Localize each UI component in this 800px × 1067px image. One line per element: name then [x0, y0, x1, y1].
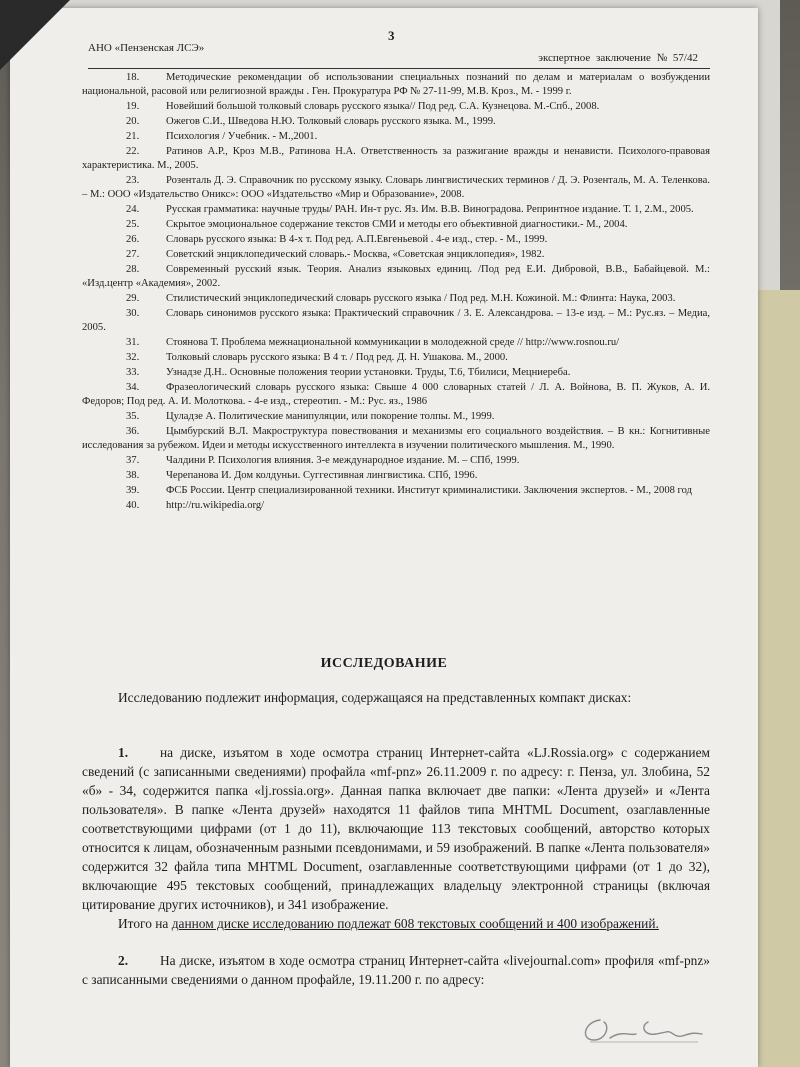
header-organization: АНО «Пензенская ЛСЭ» — [88, 42, 205, 54]
item-2-text: На диске, изъятом в ходе осмотра страниц Интернет-сайта «livejournal.com» профиля «mf-pnz» с записанными сведениями о данном профайле, 19.11.200 г. по адресу: — [82, 953, 710, 987]
reference-text: Розенталь Д. Э. Справочник по русскому языку. Словарь лингвистических терминов / Д. Э. Розенталь, М. А. Теленкова. – М.: ООО «Издательство Оникс»: ООО «Издательство «Мир и Образование», 2008. — [82, 175, 710, 200]
reference-number: 32. — [126, 352, 140, 363]
reference-item — [82, 174, 710, 202]
reference-number: 19. — [126, 101, 140, 112]
item-1-text: на диске, изъятом в ходе осмотра страниц Интернет-сайта «LJ.Rossia.org» с содержанием сведений (с записанными сведениями) профайла «mf-pnz» 26.11.2009 г. по адресу: г. Пенза, ул. Злобина, 52 «б» - 34, содержится папка «lj.rossia.org». Данная папка включает две папки: «Лента друзей» и «Лента пользователя». В папке «Лента друзей» находятся 11 файлов типа MHTML Document, озаглавленные соответствующими цифрами (от 1 до 11), включающие 113 текстовых сообщений, авторство которых относится к лицам, обозначенным разными псевдонимами, и 59 изображений. В папке «Лента пользователя» содержится 32 файла типа MHTML Document, озаглавленные соответствующими цифрами (от 1 до 32), включающие 495 текстовых сообщений, принадлежащих владельцу электронной страницы (включая цитирование других источников), и 341 изображение. — [82, 745, 710, 912]
reference-number: 18. — [126, 72, 140, 83]
reference-number: 39. — [126, 485, 140, 496]
reference-number: 20. — [126, 116, 140, 127]
reference-number: 22. — [126, 146, 140, 157]
reference-item — [82, 130, 710, 144]
item-2-paragraph — [82, 951, 710, 989]
reference-text: Фразеологический словарь русского языка: Свыше 4 000 словарных статей / Л. А. Войнова, В. П. Жуков, А. И. Федоров; Под ред. А. И. Молоткова. - 4-е изд., стереотип. - М.: Рус. яз., 1986 — [82, 382, 710, 407]
reference-text: Новейший большой толковый словарь русского языка// Под ред. С.А. Кузнецова. М.-Спб., 2008. — [166, 101, 600, 112]
reference-text: Стоянова Т. Проблема межнациональной коммуникации в молодежной среде // http://www.rosnou.ru/ — [166, 337, 620, 348]
reference-item — [82, 218, 710, 232]
reference-text: Цымбурский В.Л. Макроструктура повествования и механизмы его социального воздействия. – В кн.: Когнитивные исследования за рубежом. Идеи и методы искусственного интеллекта в изучении политического мышления. М., 1990. — [82, 426, 710, 451]
reference-item — [82, 203, 710, 217]
reference-item — [82, 263, 710, 291]
total-paragraph — [82, 914, 710, 933]
item-2-number: 2. — [118, 953, 129, 968]
reference-text: Стилистический энциклопедический словарь русского языка / Под ред. М.Н. Кожиной. М.: Флинта: Наука, 2003. — [166, 293, 676, 304]
section-body — [82, 688, 710, 989]
document-page — [10, 8, 758, 1067]
total-prefix: Итого на — [118, 916, 172, 931]
reference-number: 25. — [126, 219, 140, 230]
reference-number: 38. — [126, 470, 140, 481]
reference-text: Ожегов С.И., Шведова Н.Ю. Толковый словарь русского языка. М., 1999. — [166, 116, 496, 127]
header-document-ref: экспертное заключение № 57/42 — [538, 52, 698, 64]
reference-list — [82, 71, 710, 514]
reference-item — [82, 248, 710, 262]
reference-item — [82, 336, 710, 350]
reference-text: http://ru.wikipedia.org/ — [166, 500, 265, 511]
reference-item — [82, 351, 710, 365]
reference-number: 35. — [126, 411, 140, 422]
reference-item — [82, 469, 710, 483]
reference-item — [82, 366, 710, 380]
reference-text: Ратинов А.Р., Кроз М.В., Ратинова Н.А. Ответственность за разжигание вражды и ненависти. Психолого-правовая характеристика. М., 2005. — [82, 146, 710, 171]
reference-text: Русская грамматика: научные труды/ РАН. Ин-т рус. Яз. Им. В.В. Виноградова. Репринтное издание. Т. 1, 2.М., 2005. — [166, 204, 694, 215]
section-title: ИССЛЕДОВАНИЕ — [320, 656, 448, 671]
page-number: 3 — [388, 28, 395, 43]
reference-item — [82, 425, 710, 453]
reference-number: 34. — [126, 382, 140, 393]
reference-text: Чалдини Р. Психология влияния. 3-е международное издание. М. – СПб, 1999. — [166, 455, 520, 466]
total-underlined: данном диске исследованию подлежат 608 текстовых сообщений и 400 изображений. — [171, 916, 659, 931]
reference-item — [82, 115, 710, 129]
reference-text: Толковый словарь русского языка: В 4 т. / Под ред. Д. Н. Ушакова. М., 2000. — [166, 352, 508, 363]
reference-number: 31. — [126, 337, 140, 348]
item-1-paragraph — [82, 743, 710, 914]
reference-text: Словарь синонимов русского языка: Практический справочник / З. Е. Александрова. – 13-е изд. – М.: Рус.яз. – Медиа, 2005. — [82, 308, 710, 333]
reference-number: 24. — [126, 204, 140, 215]
intro-paragraph: Исследованию подлежит информация, содержащаяся на представленных компакт дисках: — [118, 690, 632, 705]
reference-item — [82, 100, 710, 114]
header-divider — [88, 68, 710, 69]
reference-item — [82, 381, 710, 409]
reference-text: Методические рекомендации об использовании специальных познаний по делам и материалам о возбуждении национальной, расовой или религиозной вражды . Ген. Прокуратура РФ № 27-11-99, М.В. Кроз., М. - 1999 г. — [82, 72, 710, 97]
reference-item — [82, 454, 710, 468]
reference-number: 36. — [126, 426, 140, 437]
reference-item — [82, 292, 710, 306]
signature-icon — [570, 1008, 710, 1048]
page-header — [88, 26, 708, 66]
reference-text: Узнадзе Д.Н.. Основные положения теории установки. Труды, Т.6, Тбилиси, Мецниереба. — [166, 367, 571, 378]
reference-number: 28. — [126, 264, 140, 275]
reference-text: Черепанова И. Дом колдуньи. Суггестивная лингвистика. СПб, 1996. — [166, 470, 478, 481]
reference-text: ФСБ России. Центр специализированной техники. Институт криминалистики. Заключения экспертов. - М., 2008 год — [166, 485, 693, 496]
reference-text: Словарь русского языка: В 4-х т. Под ред. А.П.Евгеньевой . 4-е изд., стер. - М., 1999. — [166, 234, 548, 245]
reference-text: Советский энциклопедический словарь.- Москва, «Советская энциклопедия», 1982. — [166, 249, 545, 260]
reference-number: 27. — [126, 249, 140, 260]
reference-number: 29. — [126, 293, 140, 304]
reference-item — [82, 499, 710, 513]
reference-number: 33. — [126, 367, 140, 378]
reference-number: 40. — [126, 500, 140, 511]
reference-item — [82, 410, 710, 424]
reference-item — [82, 484, 710, 498]
reference-text: Современный русский язык. Теория. Анализ языковых единиц. /Под ред Е.И. Дибровой, В.В., Бабайцевой. М.: «Изд.центр «Академия», 2002. — [82, 264, 710, 289]
corner-binding-mark — [0, 0, 70, 70]
item-1-number: 1. — [118, 745, 129, 760]
reference-text: Цуладзе А. Политические манипуляции, или покорение толпы. М., 1999. — [166, 411, 495, 422]
reference-number: 37. — [126, 455, 140, 466]
reference-item — [82, 307, 710, 335]
reference-number: 23. — [126, 175, 140, 186]
reference-item — [82, 71, 710, 99]
reference-number: 26. — [126, 234, 140, 245]
reference-text: Скрытое эмоциональное содержание текстов СМИ и методы его объективной диагностики.- М., 2004. — [166, 219, 628, 230]
reference-item — [82, 145, 710, 173]
reference-item — [82, 233, 710, 247]
reference-number: 30. — [126, 308, 140, 319]
reference-text: Психология / Учебник. - М.,2001. — [166, 131, 318, 142]
reference-number: 21. — [126, 131, 140, 142]
